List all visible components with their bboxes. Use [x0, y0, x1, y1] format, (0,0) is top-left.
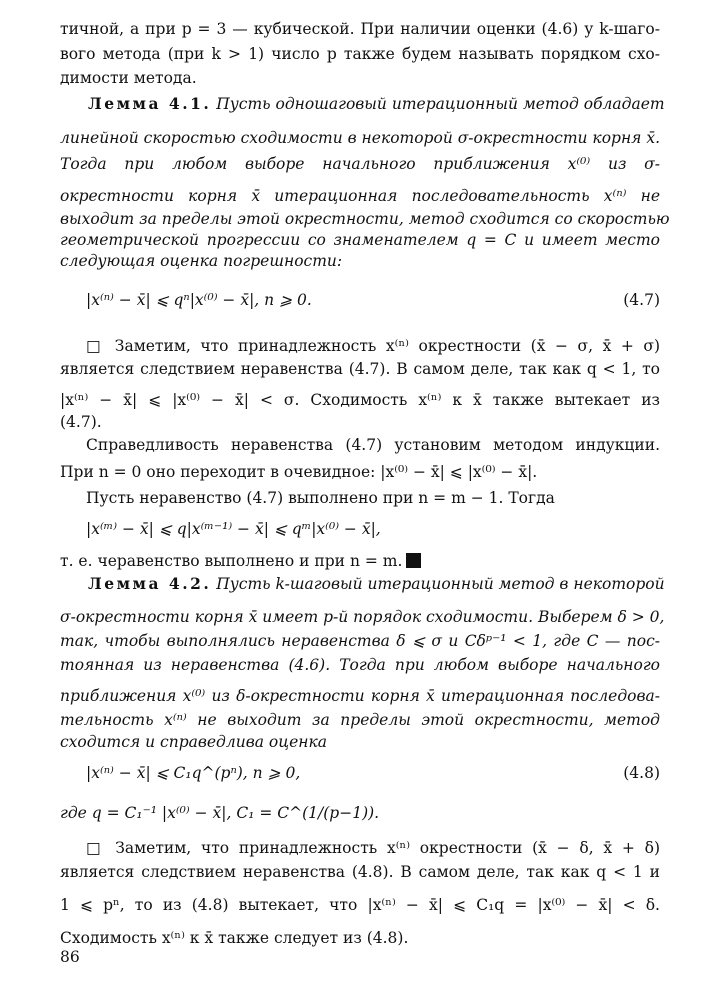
- text-line: геометрической прогрессии со знаменателем q = C и имеет место: [60, 231, 660, 249]
- induction-equation: |x⁽ᵐ⁾ − x̄| ⩽ q|x⁽ᵐ⁻¹⁾ − x̄| ⩽ qᵐ|x⁽⁰⁾ − x̄|,: [86, 520, 381, 538]
- page-number: 86: [60, 948, 80, 966]
- text-line: □ Заметим, что принадлежность x⁽ⁿ⁾ окрестности (x̄ − δ, x̄ + δ): [86, 839, 660, 857]
- text-line: При n = 0 оно переходит в очевидное: |x⁽⁰⁾ − x̄| ⩽ |x⁽⁰⁾ − x̄|.: [60, 463, 538, 481]
- equation-4-7: |x⁽ⁿ⁾ − x̄| ⩽ qⁿ|x⁽⁰⁾ − x̄|, n ⩾ 0.: [86, 291, 312, 309]
- text-line: Пусть неравенство (4.7) выполнено при n = m − 1. Тогда: [86, 489, 555, 507]
- text-line: (4.7).: [60, 413, 102, 431]
- text-line: окрестности корня x̄ итерационная последовательность x⁽ⁿ⁾ не: [60, 187, 660, 205]
- text-line: тоянная из неравенства (4.6). Тогда при любом выборе начального: [60, 656, 660, 674]
- text-line: |x⁽ⁿ⁾ − x̄| ⩽ |x⁽⁰⁾ − x̄| < σ. Сходимость x⁽ⁿ⁾ к x̄ также вытекает из: [60, 391, 660, 409]
- text-line: □ Заметим, что принадлежность x⁽ⁿ⁾ окрестности (x̄ − σ, x̄ + σ): [86, 337, 660, 355]
- text-line: приближения x⁽⁰⁾ из δ-окрестности корня x̄ итерационная последова-: [60, 687, 660, 705]
- text-line: Пусть k-шаговый итерационный метод в некоторой: [216, 575, 665, 593]
- text-line: димости метода.: [60, 69, 197, 87]
- text-line: сходится и справедлива оценка: [60, 733, 327, 751]
- text-line: σ-окрестности корня x̄ имеет p-й порядок сходимости. Выберем δ > 0,: [60, 608, 665, 626]
- equation-number-4-8: (4.8): [623, 764, 660, 782]
- text-line: Пусть одношаговый итерационный метод обладает: [216, 95, 665, 113]
- text-line: Сходимость x⁽ⁿ⁾ к x̄ также следует из (4.8).: [60, 929, 409, 947]
- text-line: где q = C₁⁻¹ |x⁽⁰⁾ − x̄|, C₁ = C^(1/(p−1)).: [60, 804, 380, 822]
- text-line: следующая оценка погрешности:: [60, 252, 343, 270]
- lemma-4-1-first-line: [88, 94, 665, 114]
- lemma-4-2-first-line: [88, 574, 665, 594]
- lemma-4-2-heading: Лемма 4.2.: [88, 574, 212, 593]
- text-line: Справедливость неравенства (4.7) установим методом индукции.: [86, 436, 660, 454]
- text-line: тельность x⁽ⁿ⁾ не выходит за пределы этой окрестности, метод: [60, 711, 660, 729]
- text-line: так, чтобы выполнялись неравенства δ ⩽ σ и Cδᵖ⁻¹ < 1, где C — пос-: [60, 632, 660, 650]
- text-line: является следствием неравенства (4.8). В самом деле, так как q < 1 и: [60, 863, 660, 881]
- equation-number-4-7: (4.7): [623, 291, 660, 309]
- text-line: линейной скоростью сходимости в некоторой σ-окрестности корня x̄.: [60, 129, 661, 147]
- lemma-4-1-heading: Лемма 4.1.: [88, 94, 212, 113]
- text-line: является следствием неравенства (4.7). В самом деле, так как q < 1, то: [60, 360, 660, 378]
- text-line: 1 ⩽ pⁿ, то из (4.8) вытекает, что |x⁽ⁿ⁾ − x̄| ⩽ C₁q = |x⁽⁰⁾ − x̄| < δ.: [60, 896, 660, 914]
- text-line: тичной, а при p = 3 — кубической. При наличии оценки (4.6) у k-шаго-: [60, 20, 660, 38]
- qed-mark: [406, 553, 421, 568]
- text-line: выходит за пределы этой окрестности, метод сходится со скоростью: [60, 210, 670, 228]
- text-line: т. е. черавенство выполнено и при n = m.: [60, 552, 403, 570]
- text-line: вого метода (при k > 1) число p также будем называть порядком схо-: [60, 45, 660, 63]
- equation-4-8: |x⁽ⁿ⁾ − x̄| ⩽ C₁q^(pⁿ), n ⩾ 0,: [86, 764, 301, 782]
- text-line-with-qed: [60, 551, 660, 571]
- text-line: Тогда при любом выборе начального приближения x⁽⁰⁾ из σ-: [60, 155, 660, 173]
